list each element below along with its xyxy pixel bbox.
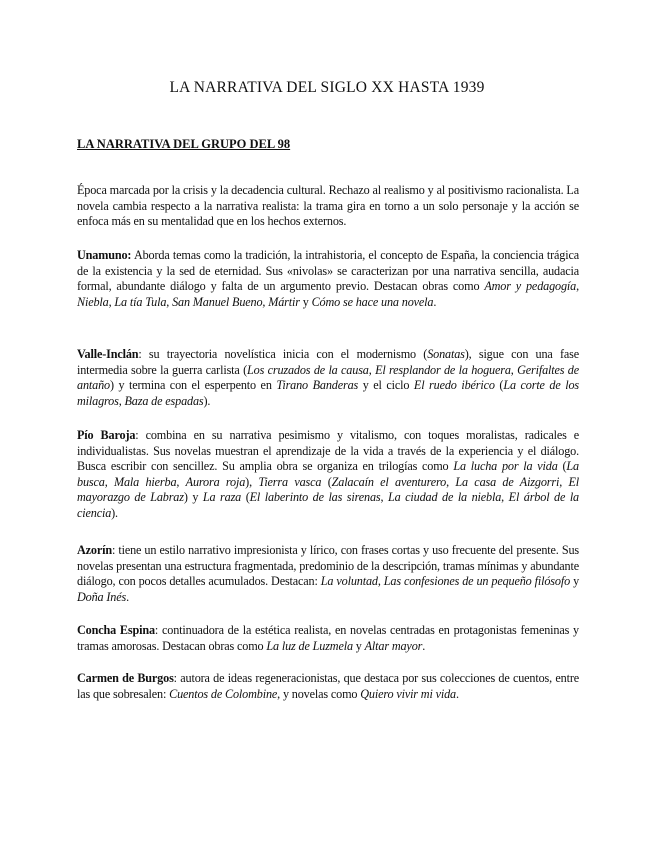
paragraph-unamuno	[77, 248, 579, 310]
paragraph-pio-baroja	[77, 428, 579, 522]
paragraph-text: ,	[380, 490, 389, 505]
work-title: Mala hierba	[113, 474, 177, 489]
paragraph-carmen-de-burgos	[77, 671, 579, 702]
work-title: La busca	[77, 459, 579, 489]
paragraph-text: : autora de ideas regeneracionistas, que destaca por sus colecciones de cuentos, entre las que sobresalen:	[77, 671, 579, 701]
paragraph-text: ,	[104, 474, 114, 489]
paragraph-concha-espina	[77, 623, 579, 654]
work-title: San Manuel Bueno, Mártir	[172, 294, 300, 309]
paragraph-text: ,	[446, 474, 456, 489]
paragraph-valle-inclan	[77, 347, 579, 409]
work-title: La voluntad	[320, 574, 378, 589]
work-title: La luz de Luzmela	[266, 638, 353, 653]
paragraph-text: ,	[166, 294, 173, 309]
paragraph-text: , y novelas como	[277, 686, 361, 701]
work-title: Baza de espadas	[124, 393, 204, 408]
work-title: El mayorazgo de Labraz	[77, 474, 580, 505]
paragraph-azorin	[77, 543, 579, 605]
author-name: Concha Espina	[77, 623, 155, 637]
author-name: Valle-Inclán	[77, 347, 139, 361]
paragraph-text: (	[321, 474, 332, 489]
paragraph-text: ) y termina con el esperpento en	[109, 378, 277, 393]
paragraph-text: Aborda temas como la tradición, la intrahistoria, el concepto de España, la conciencia trágica de la existencia y la sed de eternidad. Sus «nivolas» se caracterizan por una narrativa sencilla, audacia formal, abundante diálogo y falta de un argumento previo. Destacan obras como	[77, 248, 579, 294]
work-title: El ruedo ibérico	[413, 378, 495, 393]
work-title: Cuentos de Colombine	[169, 686, 278, 701]
intro-paragraph: Época marcada por la crisis y la decadencia cultural. Rechazo al realismo y al positivismo racionalista. La novela cambia respecto a la narrativa realista: la trama gira en torno a un solo personaje y la acción se enfoca más en su mentalidad que en los hechos externos.	[77, 183, 579, 229]
work-title: Aurora roja	[185, 474, 246, 489]
work-title: El resplandor de la hoguera	[375, 362, 511, 377]
work-title: La casa de Aizgorri	[455, 474, 560, 489]
paragraph-text: : tiene un estilo narrativo impresionista y lírico, con frases cortas y uso frecuente del presente. Sus novelas presentan una estructura fragmentada, predominio de la descripción, tramas mínimas y abundante diálogo, con pocos detalles acumulados. Destacan:	[77, 543, 579, 589]
work-title: El árbol de la ciencia	[77, 490, 579, 520]
paragraph-text: ).	[203, 393, 211, 408]
work-title: Los cruzados de la causa	[247, 362, 369, 377]
paragraph-text: .	[422, 638, 426, 653]
paragraph-text: ) y	[183, 490, 203, 505]
paragraph-text: ,	[510, 362, 518, 377]
paragraph-text: (	[494, 378, 504, 393]
paragraph-text: ,	[176, 474, 186, 489]
author-name: Unamuno:	[77, 248, 132, 262]
work-title: La corte de los milagros	[77, 378, 579, 408]
paragraph-text: ),	[245, 474, 259, 489]
work-title: Tierra vasca	[258, 474, 322, 489]
page-title: LA NARRATIVA DEL SIGLO XX HASTA 1939	[169, 79, 485, 96]
paragraph-text: ,	[368, 362, 376, 377]
work-title: Cómo se hace una novela	[311, 294, 434, 309]
work-title: La raza	[202, 490, 242, 505]
paragraph-text: : su trayectoria novelística inicia con el modernismo (	[138, 347, 428, 361]
paragraph-text: y el ciclo	[358, 378, 414, 393]
paragraph-text: ,	[118, 393, 125, 408]
paragraph-text: : continuadora de la estética realista, en novelas centradas en protagonistas femeninas y tramas amorosas. Destacan obras como	[77, 623, 579, 653]
paragraph-text: ,	[108, 294, 115, 309]
paragraph-text: ), sigue con una fase intermedia sobre la guerra carlista (	[77, 347, 579, 377]
paragraph-text: ,	[501, 490, 509, 505]
section-heading: LA NARRATIVA DEL GRUPO DEL 98	[77, 137, 291, 151]
author-name: Carmen de Burgos	[77, 671, 174, 685]
paragraph-text: ,	[559, 474, 569, 489]
work-title: El laberinto de las sirenas	[249, 490, 381, 505]
paragraph-text: ,	[377, 574, 384, 589]
work-title: Zalacaín el aventurero	[331, 474, 447, 489]
work-title: Amor y pedagogía	[484, 279, 577, 294]
paragraph-text: ).	[111, 505, 118, 520]
work-title: Sonatas	[427, 347, 465, 361]
author-name: Azorín	[77, 543, 112, 557]
paragraph-text: y	[299, 294, 312, 309]
paragraph-text: y	[352, 638, 365, 653]
paragraph-text: ,	[576, 279, 579, 294]
paragraph-text: .	[433, 294, 437, 309]
work-title: Doña Inés	[77, 589, 127, 604]
work-title: Las confesiones de un pequeño filósofo	[383, 574, 571, 589]
paragraph-text: .	[455, 686, 459, 701]
work-title: La ciudad de la niebla	[388, 490, 502, 505]
paragraph-text: : combina en su narrativa pesimismo y vitalismo, con toques moralistas, radicales e individualistas. Sus novelas muestran el aprendizaje de la vida a través de la experiencia y el diálogo. Busca escribir con sencillez. Su amplia obra se organiza en trilogías como	[77, 428, 579, 474]
work-title: Tirano Banderas	[276, 378, 359, 393]
paragraph-text: y	[570, 574, 580, 589]
author-name: Pío Baroja	[77, 428, 136, 442]
work-title: La tía Tula	[114, 294, 167, 309]
paragraph-text: (	[241, 490, 250, 505]
work-title: Altar mayor	[364, 638, 423, 653]
work-title: Niebla	[77, 294, 109, 309]
paragraph-text: .	[126, 589, 129, 604]
work-title: Gerifaltes de antaño	[77, 362, 579, 393]
work-title: Quiero vivir mi vida	[360, 686, 456, 701]
work-title: La lucha por la vida	[453, 459, 558, 474]
paragraph-text: (	[557, 459, 567, 474]
